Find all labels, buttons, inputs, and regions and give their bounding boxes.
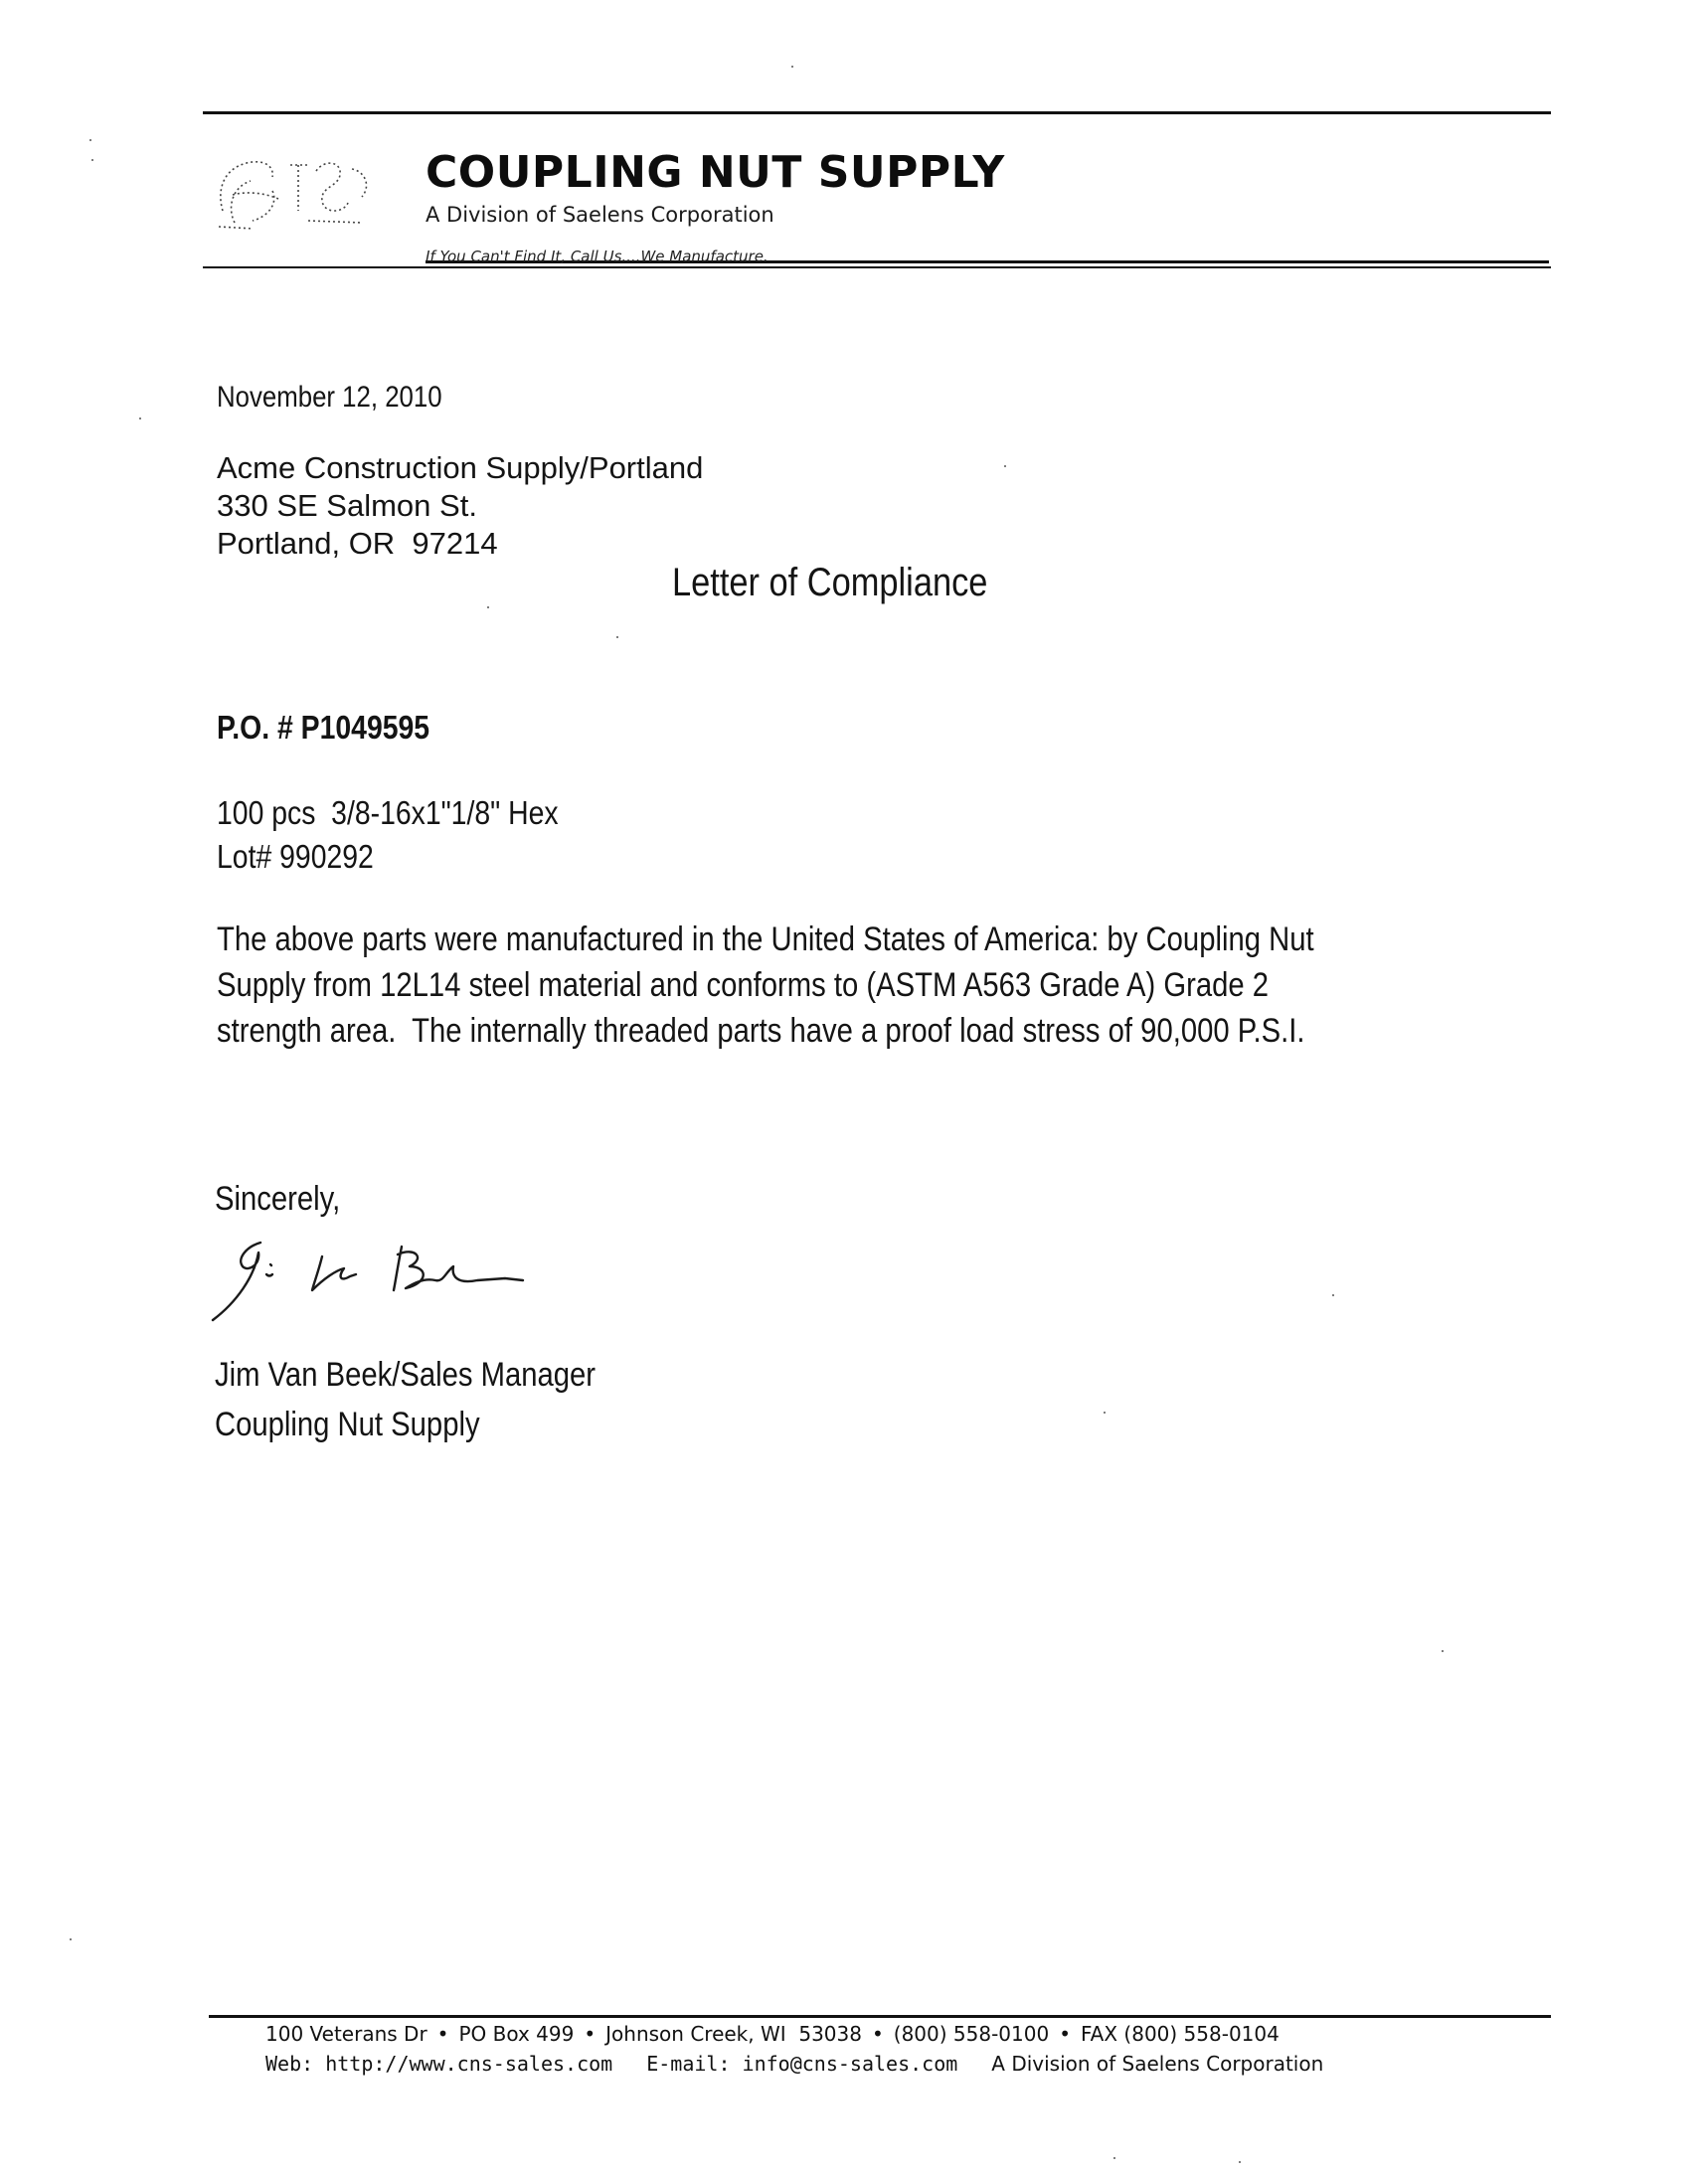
recipient-street: 330 SE Salmon St. — [217, 488, 477, 523]
footer-address: 100 Veterans Dr — [265, 2022, 427, 2046]
scan-speck — [1113, 2157, 1115, 2159]
recipient-city: Portland, OR 97214 — [217, 526, 498, 561]
footer-po-box: PO Box 499 — [458, 2022, 575, 2046]
footer-contact-line: 100 Veterans Dr • PO Box 499 • Johnson Creek, WI 53038 • (800) 558-0100 • FAX (800) 558-0104 — [265, 2022, 1280, 2046]
footer-web-line — [265, 2052, 1323, 2076]
footer-division: A Division of Saelens Corporation — [991, 2052, 1324, 2076]
scan-speck — [139, 418, 141, 419]
compliance-statement — [217, 917, 1314, 1054]
header-top-rule — [203, 111, 1551, 114]
item-details — [217, 791, 559, 879]
body-line: The above parts were manufactured in the United States of America: by Coupling Nut — [217, 920, 1314, 958]
scan-speck — [89, 139, 91, 141]
po-number: P.O. # P1049595 — [217, 709, 430, 746]
scan-speck — [791, 66, 793, 68]
footer-fax: FAX (800) 558-0104 — [1081, 2022, 1280, 2046]
header-bottom-rule — [203, 266, 1551, 268]
letter-date: November 12, 2010 — [217, 381, 442, 414]
footer-web: Web: http://www.cns-sales.com — [265, 2052, 613, 2076]
closing: Sincerely, — [215, 1180, 341, 1218]
footer-phone: (800) 558-0100 — [893, 2022, 1050, 2046]
recipient-name: Acme Construction Supply/Portland — [217, 450, 704, 485]
company-division: A Division of Saelens Corporation — [426, 203, 774, 227]
footer-city: Johnson Creek, WI 53038 — [605, 2022, 862, 2046]
scan-speck — [1104, 1412, 1106, 1414]
company-tagline: If You Can't Find It, Call Us....We Manufacture. — [426, 248, 769, 265]
scan-speck — [616, 636, 618, 638]
signer-name: Jim Van Beek/Sales Manager — [215, 1356, 597, 1394]
item-line: 100 pcs 3/8-16x1"1/8" Hex — [217, 794, 559, 831]
body-line: Supply from 12L14 steel material and conforms to (ASTM A563 Grade A) Grade 2 — [217, 966, 1270, 1004]
scan-speck — [1239, 2161, 1241, 2163]
footer-rule — [209, 2015, 1551, 2018]
recipient-address — [217, 449, 703, 563]
signer-company: Coupling Nut Supply — [215, 1406, 480, 1443]
scan-speck — [1442, 1650, 1444, 1652]
letter-title: Letter of Compliance — [672, 561, 988, 604]
signature — [207, 1237, 565, 1330]
body-line: strength area. The internally threaded parts have a proof load stress of 90,000 P.S.I. — [217, 1012, 1305, 1050]
scan-speck — [1004, 465, 1006, 467]
scan-speck — [1332, 1294, 1334, 1296]
footer-email: E-mail: info@cns-sales.com — [646, 2052, 958, 2076]
company-logo — [213, 151, 380, 239]
signer-block — [215, 1350, 596, 1449]
scan-speck — [91, 159, 93, 161]
scan-speck — [70, 1938, 72, 1940]
lot-line: Lot# 990292 — [217, 838, 374, 875]
company-name: COUPLING NUT SUPPLY — [426, 147, 1005, 198]
scan-speck — [487, 606, 489, 608]
